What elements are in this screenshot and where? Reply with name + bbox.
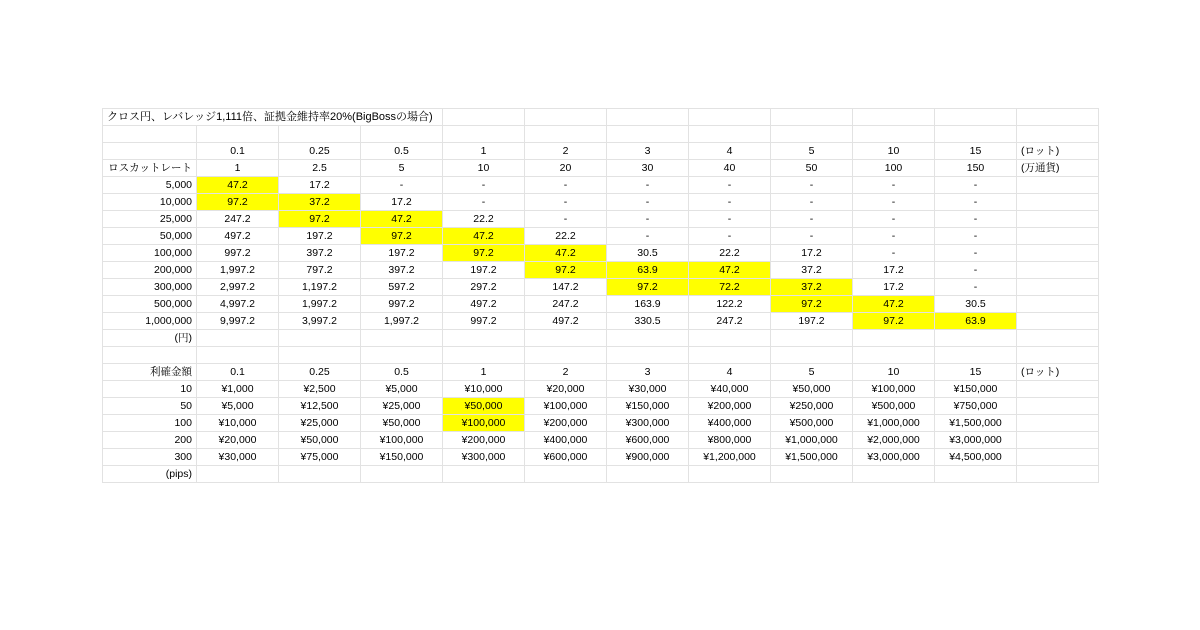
title-row — [103, 109, 1099, 126]
value-cell[interactable]: 997.2 — [361, 296, 443, 313]
value-cell[interactable]: - — [525, 194, 607, 211]
empty-cell[interactable] — [1017, 262, 1099, 279]
value-cell[interactable]: - — [443, 194, 525, 211]
value-cell[interactable]: ¥300,000 — [607, 415, 689, 432]
value-cell[interactable]: 997.2 — [197, 245, 279, 262]
value-cell[interactable]: - — [853, 228, 935, 245]
losscut-row — [103, 228, 1099, 245]
highlighted-cell[interactable]: 97.2 — [607, 279, 689, 296]
value-cell[interactable]: - — [935, 228, 1017, 245]
empty-cell[interactable] — [525, 466, 607, 483]
value-cell[interactable]: - — [771, 211, 853, 228]
profit-header-row — [103, 364, 1099, 381]
empty-cell[interactable] — [1017, 194, 1099, 211]
spreadsheet-table — [102, 108, 1099, 483]
sheet-title[interactable]: クロス円、レバレッジ1,111倍、証拠金維持率20%(BigBossの場合) — [103, 109, 443, 126]
empty-cell[interactable] — [443, 347, 525, 364]
highlighted-cell[interactable]: 63.9 — [935, 313, 1017, 330]
empty-cell[interactable] — [607, 109, 689, 126]
value-cell[interactable]: 163.9 — [607, 296, 689, 313]
value-cell[interactable]: ¥10,000 — [443, 381, 525, 398]
value-cell[interactable]: 197.2 — [771, 313, 853, 330]
value-cell[interactable]: ¥150,000 — [935, 381, 1017, 398]
value-cell[interactable]: - — [935, 262, 1017, 279]
lot-header-cell[interactable]: 10 — [853, 364, 935, 381]
empty-cell[interactable] — [935, 466, 1017, 483]
empty-cell[interactable] — [1017, 415, 1099, 432]
value-cell[interactable]: ¥3,000,000 — [935, 432, 1017, 449]
value-cell[interactable]: 2,997.2 — [197, 279, 279, 296]
blank-row — [103, 347, 1099, 364]
value-cell[interactable]: 797.2 — [279, 262, 361, 279]
value-cell[interactable]: 3,997.2 — [279, 313, 361, 330]
highlighted-cell[interactable]: 97.2 — [361, 228, 443, 245]
value-cell[interactable]: 9,997.2 — [197, 313, 279, 330]
lot-header-cell[interactable]: 0.5 — [361, 364, 443, 381]
value-cell[interactable]: ¥1,000 — [197, 381, 279, 398]
currency-header-cell[interactable]: 2.5 — [279, 160, 361, 177]
value-cell[interactable]: - — [853, 194, 935, 211]
value-cell[interactable]: ¥1,000,000 — [771, 432, 853, 449]
empty-cell[interactable] — [607, 347, 689, 364]
row-label[interactable]: 25,000 — [103, 211, 197, 228]
highlighted-cell[interactable]: 47.2 — [361, 211, 443, 228]
value-cell[interactable]: ¥1,000,000 — [853, 415, 935, 432]
value-cell[interactable]: 30.5 — [935, 296, 1017, 313]
highlighted-cell[interactable]: 47.2 — [443, 228, 525, 245]
lot-header-cell[interactable]: 5 — [771, 143, 853, 160]
empty-cell[interactable] — [771, 330, 853, 347]
value-cell[interactable]: 197.2 — [361, 245, 443, 262]
empty-cell[interactable] — [525, 330, 607, 347]
value-cell[interactable]: - — [935, 245, 1017, 262]
empty-cell[interactable] — [197, 466, 279, 483]
empty-cell[interactable] — [103, 126, 197, 143]
empty-cell[interactable] — [525, 126, 607, 143]
empty-cell[interactable] — [853, 109, 935, 126]
currency-header-cell[interactable]: 50 — [771, 160, 853, 177]
empty-cell[interactable] — [771, 347, 853, 364]
currency-header-cell[interactable]: 20 — [525, 160, 607, 177]
empty-cell[interactable] — [361, 347, 443, 364]
value-cell[interactable]: 297.2 — [443, 279, 525, 296]
value-cell[interactable]: - — [525, 177, 607, 194]
value-cell[interactable]: 247.2 — [525, 296, 607, 313]
value-cell[interactable]: - — [771, 228, 853, 245]
row-label[interactable]: 300 — [103, 449, 197, 466]
row-label[interactable]: 200 — [103, 432, 197, 449]
empty-cell[interactable] — [1017, 296, 1099, 313]
highlighted-cell[interactable]: ¥50,000 — [443, 398, 525, 415]
empty-cell[interactable] — [935, 330, 1017, 347]
value-cell[interactable]: ¥150,000 — [361, 449, 443, 466]
value-cell[interactable]: ¥100,000 — [361, 432, 443, 449]
lot-header-cell[interactable]: 0.5 — [361, 143, 443, 160]
empty-cell[interactable] — [279, 466, 361, 483]
value-cell[interactable]: - — [689, 228, 771, 245]
value-cell[interactable]: ¥1,500,000 — [935, 415, 1017, 432]
value-cell[interactable]: ¥20,000 — [197, 432, 279, 449]
empty-cell[interactable] — [1017, 313, 1099, 330]
value-cell[interactable]: - — [689, 194, 771, 211]
value-cell[interactable]: 397.2 — [279, 245, 361, 262]
value-cell[interactable]: ¥5,000 — [197, 398, 279, 415]
empty-cell[interactable] — [853, 126, 935, 143]
value-cell[interactable]: - — [607, 194, 689, 211]
value-cell[interactable]: 17.2 — [361, 194, 443, 211]
profit-row — [103, 449, 1099, 466]
value-cell[interactable]: 1,997.2 — [279, 296, 361, 313]
lot-header-cell[interactable]: 0.25 — [279, 364, 361, 381]
value-cell[interactable]: ¥4,500,000 — [935, 449, 1017, 466]
value-cell[interactable]: ¥75,000 — [279, 449, 361, 466]
value-cell[interactable]: ¥400,000 — [689, 415, 771, 432]
value-cell[interactable]: ¥900,000 — [607, 449, 689, 466]
empty-cell[interactable] — [607, 126, 689, 143]
value-cell[interactable]: ¥1,500,000 — [771, 449, 853, 466]
lot-header-cell[interactable]: 2 — [525, 143, 607, 160]
empty-cell[interactable] — [853, 330, 935, 347]
empty-cell[interactable] — [1017, 279, 1099, 296]
empty-cell[interactable] — [443, 466, 525, 483]
highlighted-cell[interactable]: ¥100,000 — [443, 415, 525, 432]
row-label[interactable]: 5,000 — [103, 177, 197, 194]
highlighted-cell[interactable]: 97.2 — [443, 245, 525, 262]
value-cell[interactable]: ¥300,000 — [443, 449, 525, 466]
empty-cell[interactable] — [689, 466, 771, 483]
highlighted-cell[interactable]: 47.2 — [689, 262, 771, 279]
lot-header-cell[interactable]: 4 — [689, 143, 771, 160]
value-cell[interactable]: ¥200,000 — [443, 432, 525, 449]
value-cell[interactable]: - — [771, 177, 853, 194]
value-cell[interactable]: 197.2 — [279, 228, 361, 245]
value-cell[interactable]: - — [771, 194, 853, 211]
currency-header-cell[interactable]: 30 — [607, 160, 689, 177]
value-cell[interactable]: ¥200,000 — [525, 415, 607, 432]
lot-header-cell[interactable]: 0.1 — [197, 143, 279, 160]
empty-cell[interactable] — [607, 466, 689, 483]
empty-cell[interactable] — [443, 109, 525, 126]
row-label[interactable]: 500,000 — [103, 296, 197, 313]
empty-cell[interactable] — [279, 126, 361, 143]
empty-cell[interactable] — [361, 330, 443, 347]
row-label[interactable]: 1,000,000 — [103, 313, 197, 330]
empty-cell[interactable] — [197, 347, 279, 364]
value-cell[interactable]: 4,997.2 — [197, 296, 279, 313]
lots-unit-label[interactable]: (ロット) — [1017, 364, 1099, 381]
empty-cell[interactable] — [525, 347, 607, 364]
lot-header-cell[interactable]: 10 — [853, 143, 935, 160]
empty-cell[interactable] — [771, 126, 853, 143]
currency-header-cell[interactable]: 10 — [443, 160, 525, 177]
highlighted-cell[interactable]: 47.2 — [525, 245, 607, 262]
empty-cell[interactable] — [279, 330, 361, 347]
value-cell[interactable]: ¥30,000 — [197, 449, 279, 466]
value-cell[interactable]: 997.2 — [443, 313, 525, 330]
empty-cell[interactable] — [689, 330, 771, 347]
highlighted-cell[interactable]: 97.2 — [771, 296, 853, 313]
empty-cell[interactable] — [1017, 449, 1099, 466]
currency-header-cell[interactable]: 100 — [853, 160, 935, 177]
lot-header-cell[interactable]: 15 — [935, 364, 1017, 381]
yen-unit-label[interactable]: (円) — [103, 330, 197, 347]
losscut-row — [103, 296, 1099, 313]
value-cell[interactable]: ¥50,000 — [771, 381, 853, 398]
lot-header-cell[interactable]: 0.1 — [197, 364, 279, 381]
value-cell[interactable]: ¥50,000 — [361, 415, 443, 432]
value-cell[interactable]: 37.2 — [771, 262, 853, 279]
value-cell[interactable]: - — [607, 211, 689, 228]
empty-cell[interactable] — [1017, 126, 1099, 143]
value-cell[interactable]: ¥2,000,000 — [853, 432, 935, 449]
value-cell[interactable]: ¥100,000 — [853, 381, 935, 398]
empty-cell[interactable] — [935, 126, 1017, 143]
value-cell[interactable]: ¥30,000 — [607, 381, 689, 398]
value-cell[interactable]: ¥20,000 — [525, 381, 607, 398]
value-cell[interactable]: ¥200,000 — [689, 398, 771, 415]
empty-cell[interactable] — [689, 126, 771, 143]
empty-cell[interactable] — [103, 143, 197, 160]
profit-amount-label[interactable]: 利確金額 — [103, 364, 197, 381]
empty-cell[interactable] — [361, 126, 443, 143]
empty-cell[interactable] — [935, 109, 1017, 126]
highlighted-cell[interactable]: 97.2 — [525, 262, 607, 279]
empty-cell[interactable] — [607, 330, 689, 347]
row-label[interactable]: 100,000 — [103, 245, 197, 262]
value-cell[interactable]: ¥100,000 — [525, 398, 607, 415]
value-cell[interactable]: - — [935, 279, 1017, 296]
pips-unit-label[interactable]: (pips) — [103, 466, 197, 483]
highlighted-cell[interactable]: 97.2 — [279, 211, 361, 228]
value-cell[interactable]: 497.2 — [525, 313, 607, 330]
value-cell[interactable]: ¥800,000 — [689, 432, 771, 449]
value-cell[interactable]: - — [935, 194, 1017, 211]
value-cell[interactable]: - — [689, 177, 771, 194]
value-cell[interactable]: ¥400,000 — [525, 432, 607, 449]
lot-header-cell[interactable]: 0.25 — [279, 143, 361, 160]
losscut-row — [103, 262, 1099, 279]
value-cell[interactable]: ¥750,000 — [935, 398, 1017, 415]
currency-header-row — [103, 160, 1099, 177]
empty-cell[interactable] — [1017, 381, 1099, 398]
lot-header-cell[interactable]: 3 — [607, 143, 689, 160]
row-label[interactable]: 50,000 — [103, 228, 197, 245]
empty-cell[interactable] — [443, 126, 525, 143]
value-cell[interactable]: ¥250,000 — [771, 398, 853, 415]
highlighted-cell[interactable]: 72.2 — [689, 279, 771, 296]
row-label[interactable]: 10 — [103, 381, 197, 398]
value-cell[interactable]: - — [525, 211, 607, 228]
empty-cell[interactable] — [853, 347, 935, 364]
value-cell[interactable]: 147.2 — [525, 279, 607, 296]
currency-header-cell[interactable]: 5 — [361, 160, 443, 177]
row-label[interactable]: 10,000 — [103, 194, 197, 211]
row-label[interactable]: 300,000 — [103, 279, 197, 296]
yen-unit-row — [103, 330, 1099, 347]
empty-cell[interactable] — [361, 466, 443, 483]
currency-header-cell[interactable]: 150 — [935, 160, 1017, 177]
losscut-row — [103, 313, 1099, 330]
value-cell[interactable]: 17.2 — [853, 279, 935, 296]
losscut-row — [103, 194, 1099, 211]
empty-cell[interactable] — [443, 330, 525, 347]
value-cell[interactable]: 17.2 — [853, 262, 935, 279]
value-cell[interactable]: 397.2 — [361, 262, 443, 279]
empty-cell[interactable] — [197, 330, 279, 347]
empty-cell[interactable] — [935, 347, 1017, 364]
highlighted-cell[interactable]: 47.2 — [197, 177, 279, 194]
value-cell[interactable]: 247.2 — [197, 211, 279, 228]
value-cell[interactable]: ¥12,500 — [279, 398, 361, 415]
value-cell[interactable]: 197.2 — [443, 262, 525, 279]
highlighted-cell[interactable]: 37.2 — [279, 194, 361, 211]
losscut-rate-label[interactable]: ロスカットレート — [103, 160, 197, 177]
lot-header-cell[interactable]: 2 — [525, 364, 607, 381]
pips-unit-row — [103, 466, 1099, 483]
empty-cell[interactable] — [1017, 398, 1099, 415]
value-cell[interactable]: 22.2 — [443, 211, 525, 228]
highlighted-cell[interactable]: 37.2 — [771, 279, 853, 296]
value-cell[interactable]: - — [607, 177, 689, 194]
value-cell[interactable]: - — [935, 177, 1017, 194]
lot-header-cell[interactable]: 15 — [935, 143, 1017, 160]
value-cell[interactable]: ¥3,000,000 — [853, 449, 935, 466]
value-cell[interactable]: - — [853, 245, 935, 262]
empty-cell[interactable] — [1017, 109, 1099, 126]
highlighted-cell[interactable]: 47.2 — [853, 296, 935, 313]
value-cell[interactable]: ¥2,500 — [279, 381, 361, 398]
row-label[interactable]: 100 — [103, 415, 197, 432]
value-cell[interactable]: ¥25,000 — [279, 415, 361, 432]
empty-cell[interactable] — [1017, 347, 1099, 364]
value-cell[interactable]: 1,197.2 — [279, 279, 361, 296]
value-cell[interactable]: - — [689, 211, 771, 228]
value-cell[interactable]: 17.2 — [279, 177, 361, 194]
value-cell[interactable]: - — [935, 211, 1017, 228]
value-cell[interactable]: ¥600,000 — [525, 449, 607, 466]
empty-cell[interactable] — [1017, 432, 1099, 449]
value-cell[interactable]: - — [853, 211, 935, 228]
value-cell[interactable]: - — [443, 177, 525, 194]
lot-header-cell[interactable]: 1 — [443, 143, 525, 160]
lots-header-row — [103, 143, 1099, 160]
losscut-row — [103, 177, 1099, 194]
value-cell[interactable]: 1,997.2 — [197, 262, 279, 279]
lot-header-cell[interactable]: 4 — [689, 364, 771, 381]
profit-row — [103, 432, 1099, 449]
value-cell[interactable]: - — [361, 177, 443, 194]
value-cell[interactable]: 497.2 — [443, 296, 525, 313]
value-cell[interactable]: ¥150,000 — [607, 398, 689, 415]
currency-unit-label[interactable]: (万通貨) — [1017, 160, 1099, 177]
highlighted-cell[interactable]: 97.2 — [197, 194, 279, 211]
currency-header-cell[interactable]: 1 — [197, 160, 279, 177]
value-cell[interactable]: ¥500,000 — [771, 415, 853, 432]
value-cell[interactable]: ¥1,200,000 — [689, 449, 771, 466]
empty-cell[interactable] — [197, 126, 279, 143]
empty-cell[interactable] — [1017, 330, 1099, 347]
highlighted-cell[interactable]: 97.2 — [853, 313, 935, 330]
profit-row — [103, 398, 1099, 415]
value-cell[interactable]: 17.2 — [771, 245, 853, 262]
value-cell[interactable]: 122.2 — [689, 296, 771, 313]
value-cell[interactable]: 22.2 — [689, 245, 771, 262]
currency-header-cell[interactable]: 40 — [689, 160, 771, 177]
row-label[interactable]: 200,000 — [103, 262, 197, 279]
profit-row — [103, 381, 1099, 398]
value-cell[interactable]: - — [607, 228, 689, 245]
value-cell[interactable]: ¥10,000 — [197, 415, 279, 432]
empty-cell[interactable] — [853, 466, 935, 483]
empty-cell[interactable] — [771, 466, 853, 483]
value-cell[interactable]: ¥40,000 — [689, 381, 771, 398]
value-cell[interactable]: 1,997.2 — [361, 313, 443, 330]
value-cell[interactable]: 597.2 — [361, 279, 443, 296]
empty-cell[interactable] — [525, 109, 607, 126]
empty-cell[interactable] — [1017, 228, 1099, 245]
value-cell[interactable]: ¥5,000 — [361, 381, 443, 398]
lot-header-cell[interactable]: 3 — [607, 364, 689, 381]
value-cell[interactable]: - — [853, 177, 935, 194]
value-cell[interactable]: 30.5 — [607, 245, 689, 262]
value-cell[interactable]: 22.2 — [525, 228, 607, 245]
empty-cell[interactable] — [279, 347, 361, 364]
value-cell[interactable]: 330.5 — [607, 313, 689, 330]
losscut-row — [103, 279, 1099, 296]
lots-unit-label[interactable]: (ロット) — [1017, 143, 1099, 160]
spreadsheet-body — [103, 109, 1099, 483]
empty-cell[interactable] — [1017, 211, 1099, 228]
value-cell[interactable]: 497.2 — [197, 228, 279, 245]
losscut-row — [103, 211, 1099, 228]
empty-cell[interactable] — [771, 109, 853, 126]
empty-cell[interactable] — [1017, 245, 1099, 262]
value-cell[interactable]: ¥500,000 — [853, 398, 935, 415]
empty-cell[interactable] — [689, 109, 771, 126]
empty-cell[interactable] — [689, 347, 771, 364]
empty-cell[interactable] — [103, 347, 197, 364]
value-cell[interactable]: ¥25,000 — [361, 398, 443, 415]
empty-cell[interactable] — [1017, 466, 1099, 483]
lot-header-cell[interactable]: 5 — [771, 364, 853, 381]
highlighted-cell[interactable]: 63.9 — [607, 262, 689, 279]
losscut-row — [103, 245, 1099, 262]
value-cell[interactable]: ¥50,000 — [279, 432, 361, 449]
profit-row — [103, 415, 1099, 432]
empty-cell[interactable] — [1017, 177, 1099, 194]
value-cell[interactable]: 247.2 — [689, 313, 771, 330]
lot-header-cell[interactable]: 1 — [443, 364, 525, 381]
value-cell[interactable]: ¥600,000 — [607, 432, 689, 449]
blank-row — [103, 126, 1099, 143]
row-label[interactable]: 50 — [103, 398, 197, 415]
